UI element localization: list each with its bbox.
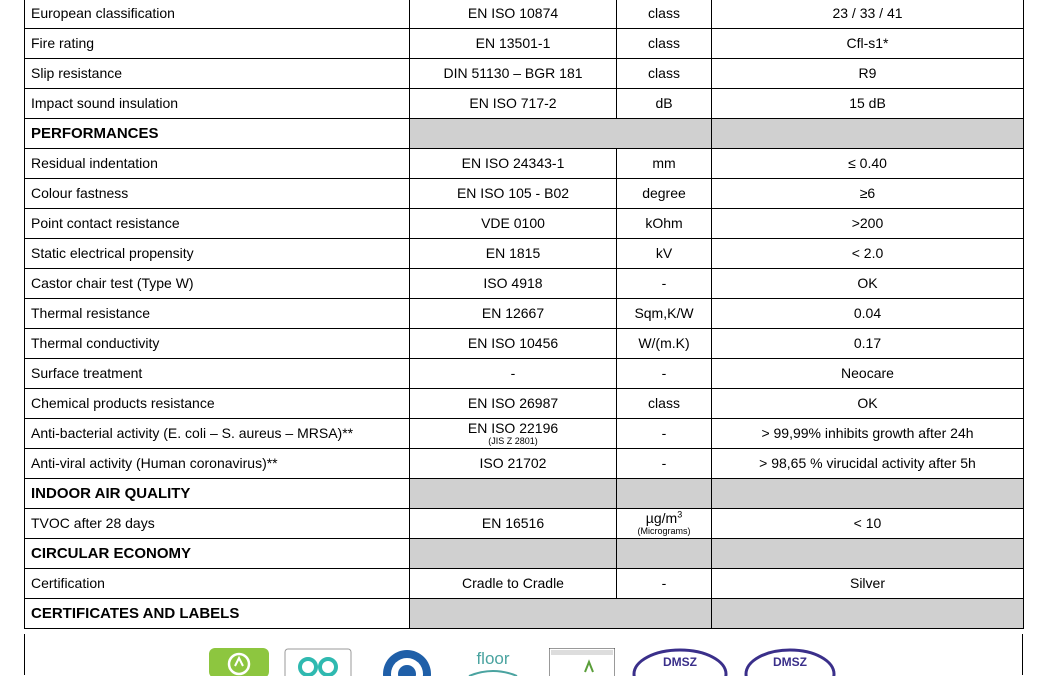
unit: dB xyxy=(617,89,712,119)
table-row xyxy=(25,29,1024,59)
unit-cell xyxy=(617,509,712,539)
value: >200 xyxy=(712,209,1024,239)
value: < 10 xyxy=(712,509,1024,539)
unit: - xyxy=(617,569,712,599)
property-name: Thermal conductivity xyxy=(25,329,410,359)
property-name: Point contact resistance xyxy=(25,209,410,239)
unit-exponent: 3 xyxy=(677,509,683,520)
standard: Cradle to Cradle xyxy=(410,569,617,599)
section-header-performances xyxy=(25,119,1024,149)
unit: - xyxy=(617,359,712,389)
property-name: Impact sound insulation xyxy=(25,89,410,119)
table-row xyxy=(25,239,1024,269)
value: 15 dB xyxy=(712,89,1024,119)
standard: EN ISO 10874 xyxy=(410,0,617,29)
dmsz-certificate-icon xyxy=(631,648,729,676)
dmsz-text: DMSZ xyxy=(773,655,807,669)
property-name: Anti-bacterial activity (E. coli – S. aureus – MRSA)** xyxy=(25,419,410,449)
section-title: CERTIFICATES AND LABELS xyxy=(25,599,410,629)
property-name: Static electrical propensity xyxy=(25,239,410,269)
property-name: Chemical products resistance xyxy=(25,389,410,419)
section-header-certificates xyxy=(25,599,1024,629)
indoor-air-label-icon xyxy=(549,648,615,676)
unit: class xyxy=(617,389,712,419)
value: Cfl-s1* xyxy=(712,29,1024,59)
standard: ISO 21702 xyxy=(410,449,617,479)
table-row xyxy=(25,179,1024,209)
section-header-indoor-air-quality xyxy=(25,479,1024,509)
blue-angel-icon xyxy=(379,648,435,676)
green-leaf-label-icon xyxy=(209,648,269,676)
property-name: Slip resistance xyxy=(25,59,410,89)
table-row xyxy=(25,509,1024,539)
standard: - xyxy=(410,359,617,389)
table-row xyxy=(25,59,1024,89)
unit: µg/m xyxy=(645,510,678,526)
value: ≤ 0.40 xyxy=(712,149,1024,179)
table-row xyxy=(25,359,1024,389)
section-fill xyxy=(410,119,712,149)
property-name: Anti-viral activity (Human coronavirus)** xyxy=(25,449,410,479)
unit: class xyxy=(617,29,712,59)
standard: EN ISO 24343-1 xyxy=(410,149,617,179)
value: ≥6 xyxy=(712,179,1024,209)
standard: DIN 51130 – BGR 181 xyxy=(410,59,617,89)
section-fill xyxy=(410,539,617,569)
section-header-circular-economy xyxy=(25,539,1024,569)
table-row xyxy=(25,389,1024,419)
property-name: Thermal resistance xyxy=(25,299,410,329)
standard: EN ISO 717-2 xyxy=(410,89,617,119)
table-row xyxy=(25,329,1024,359)
standard: EN ISO 10456 xyxy=(410,329,617,359)
floorscore-text: floor xyxy=(476,649,510,668)
standard: VDE 0100 xyxy=(410,209,617,239)
table-row xyxy=(25,89,1024,119)
unit: - xyxy=(617,419,712,449)
standard: EN 13501-1 xyxy=(410,29,617,59)
section-fill xyxy=(410,479,617,509)
value: > 98,65 % virucidal activity after 5h xyxy=(712,449,1024,479)
section-title: CIRCULAR ECONOMY xyxy=(25,539,410,569)
table-row xyxy=(25,269,1024,299)
table-row xyxy=(25,149,1024,179)
unit: kV xyxy=(617,239,712,269)
section-title: PERFORMANCES xyxy=(25,119,410,149)
section-fill xyxy=(617,539,712,569)
section-fill xyxy=(712,119,1024,149)
table-row xyxy=(25,569,1024,599)
unit: - xyxy=(617,449,712,479)
floorscore-icon xyxy=(461,648,525,676)
unit: Sqm,K/W xyxy=(617,299,712,329)
value: Neocare xyxy=(712,359,1024,389)
table-row xyxy=(25,449,1024,479)
table-row xyxy=(25,419,1024,449)
section-fill xyxy=(712,479,1024,509)
value: > 99,99% inhibits growth after 24h xyxy=(712,419,1024,449)
property-name: Fire rating xyxy=(25,29,410,59)
unit: - xyxy=(617,269,712,299)
table-row xyxy=(25,299,1024,329)
unit: class xyxy=(617,59,712,89)
unit: W/(m.K) xyxy=(617,329,712,359)
value: OK xyxy=(712,269,1024,299)
standard-subnote: (JIS Z 2801) xyxy=(488,436,538,446)
table-row xyxy=(25,209,1024,239)
section-fill xyxy=(617,479,712,509)
table-row xyxy=(25,0,1024,29)
property-name: Certification xyxy=(25,569,410,599)
standard: EN 1815 xyxy=(410,239,617,269)
property-name: Surface treatment xyxy=(25,359,410,389)
property-name: European classification xyxy=(25,0,410,29)
property-name: Colour fastness xyxy=(25,179,410,209)
standard: EN ISO 26987 xyxy=(410,389,617,419)
property-name: TVOC after 28 days xyxy=(25,509,410,539)
value: 0.04 xyxy=(712,299,1024,329)
unit-subnote: (Micrograms) xyxy=(637,526,691,536)
section-fill xyxy=(712,539,1024,569)
section-fill xyxy=(712,599,1024,629)
standard: EN ISO 22196 xyxy=(467,420,559,436)
unit: class xyxy=(617,0,712,29)
property-name: Castor chair test (Type W) xyxy=(25,269,410,299)
dmsz-text: DMSZ xyxy=(663,655,697,669)
dmsz-qualified-icon xyxy=(743,648,837,676)
unit: kOhm xyxy=(617,209,712,239)
certificate-logos xyxy=(24,634,1023,675)
standard: EN 16516 xyxy=(410,509,617,539)
section-fill xyxy=(410,599,712,629)
cradle-to-cradle-icon xyxy=(283,648,353,676)
value: OK xyxy=(712,389,1024,419)
unit: mm xyxy=(617,149,712,179)
standard: EN 12667 xyxy=(410,299,617,329)
section-title: INDOOR AIR QUALITY xyxy=(25,479,410,509)
value: 0.17 xyxy=(712,329,1024,359)
standard-cell xyxy=(410,419,617,449)
value: R9 xyxy=(712,59,1024,89)
property-name: Residual indentation xyxy=(25,149,410,179)
value: < 2.0 xyxy=(712,239,1024,269)
unit: degree xyxy=(617,179,712,209)
technical-spec-table xyxy=(24,0,1024,629)
standard: EN ISO 105 - B02 xyxy=(410,179,617,209)
standard: ISO 4918 xyxy=(410,269,617,299)
value: Silver xyxy=(712,569,1024,599)
value: 23 / 33 / 41 xyxy=(712,0,1024,29)
